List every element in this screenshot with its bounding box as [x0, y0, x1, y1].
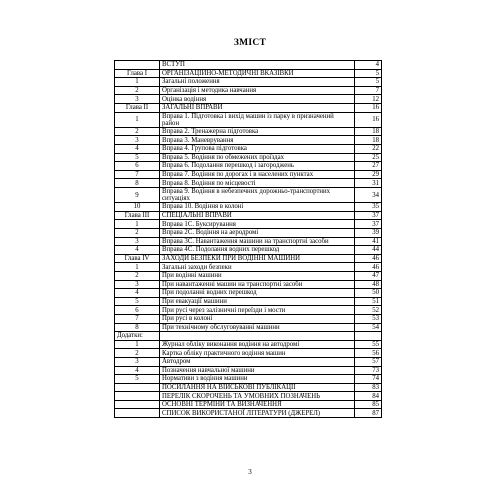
toc-page-number: 18: [355, 136, 382, 145]
toc-row: [115, 400, 382, 409]
toc-row: [115, 332, 382, 341]
toc-page-number: 53: [355, 314, 382, 323]
toc-section-number: [115, 392, 160, 401]
toc-entry-title: Загальні положення: [160, 78, 355, 87]
toc-section-number: 3: [115, 237, 160, 246]
toc-row: [115, 153, 382, 162]
toc-row: [115, 366, 382, 375]
toc-section-number: [115, 61, 160, 70]
toc-row: [115, 136, 382, 145]
toc-page-number: 41: [355, 237, 382, 246]
toc-page-number: 7: [355, 86, 382, 95]
toc-page-number: 51: [355, 297, 382, 306]
toc-row: [115, 69, 382, 78]
toc-section-number: 1: [115, 220, 160, 229]
toc-page-number: 46: [355, 254, 382, 263]
toc-section-number: 5: [115, 375, 160, 384]
toc-entry-title: Журнал обліку виконання водіння на автодромі: [160, 340, 355, 349]
toc-page-number: 44: [355, 246, 382, 255]
toc-page-number: 85: [355, 400, 382, 409]
toc-row: [115, 103, 382, 112]
toc-section-number: 3: [115, 280, 160, 289]
toc-page-number: 56: [355, 349, 382, 358]
toc-entry-title: При евакуації машини: [160, 297, 355, 306]
toc-page-number: 12: [355, 95, 382, 104]
toc-row: [115, 383, 382, 392]
toc-section-number: 9: [115, 187, 160, 202]
toc-section-number: 5: [115, 297, 160, 306]
toc-row: [115, 187, 382, 202]
toc-row: [115, 306, 382, 315]
toc-entry-title: Вправа 1С. Буксирування: [160, 220, 355, 229]
toc-entry-title: Загальні заходи безпеки: [160, 263, 355, 272]
toc-row: [115, 145, 382, 154]
toc-section-number: 1: [115, 78, 160, 87]
toc-entry-title: При технічному обслуговуванні машини: [160, 323, 355, 332]
toc-page-number: 46: [355, 263, 382, 272]
toc-page-number: [355, 332, 382, 341]
toc-entry-title: Вправа 8. Водіння по місцевості: [160, 179, 355, 188]
toc-section-number: 3: [115, 136, 160, 145]
toc-page-number: 31: [355, 179, 382, 188]
toc-row: [115, 254, 382, 263]
toc-entry-title: При русі через залізничні переїзди і мости: [160, 306, 355, 315]
toc-section-number: 1: [115, 263, 160, 272]
toc-entry-title: ОРГАНІЗАЦІЙНО-МЕТОДИЧНІ ВКАЗІВКИ: [160, 69, 355, 78]
toc-row: [115, 271, 382, 280]
toc-section-number: 4: [115, 145, 160, 154]
toc-row: [115, 357, 382, 366]
toc-section-number: Глава IV: [115, 254, 160, 263]
toc-section-number: 4: [115, 289, 160, 298]
toc-section-number: [115, 400, 160, 409]
toc-row: [115, 409, 382, 418]
toc-page-number: 29: [355, 170, 382, 179]
toc-page-number: 83: [355, 383, 382, 392]
toc-section-number: 6: [115, 306, 160, 315]
toc-row: [115, 375, 382, 384]
toc-page-number: 34: [355, 187, 382, 202]
toc-page-number: 87: [355, 409, 382, 418]
toc-row: [115, 297, 382, 306]
toc-row: [115, 61, 382, 70]
toc-row: [115, 127, 382, 136]
toc-row: [115, 280, 382, 289]
toc-section-number: 8: [115, 179, 160, 188]
toc-page-number: 74: [355, 375, 382, 384]
toc-row: [115, 112, 382, 127]
toc-page-number: 27: [355, 162, 382, 171]
toc-page-number: 73: [355, 366, 382, 375]
toc-entry-title: Вправа 3. Маневрування: [160, 136, 355, 145]
toc-entry-title: Вправа 7. Водіння по дорогах і в населених пунктах: [160, 170, 355, 179]
toc-section-number: 2: [115, 127, 160, 136]
toc-page-number: 5: [355, 69, 382, 78]
toc-entry-title: Вправа 4С. Подолання водних перешкод: [160, 246, 355, 255]
toc-row: [115, 237, 382, 246]
toc-row: [115, 263, 382, 272]
toc-section-number: 4: [115, 246, 160, 255]
toc-entry-title: Вправа 10. Водіння в колоні: [160, 203, 355, 212]
toc-row: [115, 95, 382, 104]
toc-page-number: 52: [355, 306, 382, 315]
toc-page-number: 48: [355, 280, 382, 289]
toc-section-number: 4: [115, 366, 160, 375]
toc-entry-title: Оцінка водіння: [160, 95, 355, 104]
toc-page-number: 84: [355, 392, 382, 401]
toc-row: [115, 203, 382, 212]
toc-entry-title: При навантаженні машин на транспортні засоби: [160, 280, 355, 289]
toc-section-number: 6: [115, 162, 160, 171]
toc-section-number: [115, 383, 160, 392]
toc-section-number: 2: [115, 229, 160, 238]
toc-page-number: 18: [355, 127, 382, 136]
toc-row: [115, 179, 382, 188]
toc-row: [115, 349, 382, 358]
toc-section-number: 5: [115, 153, 160, 162]
toc-section-number: Глава ІІ: [115, 103, 160, 112]
toc-page-number: 47: [355, 271, 382, 280]
toc-row: [115, 323, 382, 332]
toc-entry-title: Організація і методика навчання: [160, 86, 355, 95]
toc-section-number: 3: [115, 95, 160, 104]
toc-section-number: 1: [115, 340, 160, 349]
toc-entry-title: Вправа 2. Тренажерна підготовка: [160, 127, 355, 136]
toc-section-number: 1: [115, 112, 160, 127]
toc-page-number: 54: [355, 323, 382, 332]
page-number: 3: [248, 468, 252, 476]
toc-page-number: 37: [355, 220, 382, 229]
toc-row: [115, 246, 382, 255]
toc-section-number: 3: [115, 357, 160, 366]
toc-entry-title: ВСТУП: [160, 61, 355, 70]
toc-page-number: 5: [355, 78, 382, 87]
table-of-contents: [114, 60, 382, 418]
toc-entry-title: Вправа 2С. Водіння на аеродромі: [160, 229, 355, 238]
toc-section-number: 7: [115, 314, 160, 323]
toc-row: [115, 392, 382, 401]
toc-page-number: 16: [355, 112, 382, 127]
toc-section-number: Глава ІІІ: [115, 211, 160, 220]
toc-section-number: 2: [115, 349, 160, 358]
toc-row: [115, 162, 382, 171]
toc-entry-title: СПЕЦІАЛЬНІ ВПРАВИ: [160, 211, 355, 220]
toc-entry-title: Вправа 3С. Навантаження машини на транспортні засоби: [160, 237, 355, 246]
toc-entry-title: Автодром: [160, 357, 355, 366]
toc-page-number: 37: [355, 211, 382, 220]
toc-section-number: 10: [115, 203, 160, 212]
toc-row: [115, 289, 382, 298]
toc-row: [115, 340, 382, 349]
toc-entry-title: [160, 332, 355, 341]
toc-entry-title: При русі в колоні: [160, 314, 355, 323]
toc-entry-title: Вправа 5. Водіння по обмежених проїздах: [160, 153, 355, 162]
toc-page-number: 50: [355, 289, 382, 298]
toc-section-number: [115, 409, 160, 418]
toc-page-number: 55: [355, 340, 382, 349]
toc-row: [115, 78, 382, 87]
toc-row: [115, 314, 382, 323]
toc-entry-title: Вправа 6. Подолання перешкод і загороджень: [160, 162, 355, 171]
toc-entry-title: ОСНОВНІ ТЕРМІНИ ТА ВИЗНАЧЕННЯ: [160, 400, 355, 409]
toc-page-number: 4: [355, 61, 382, 70]
toc-section-number: 2: [115, 271, 160, 280]
toc-entry-title: ЗАГАЛЬНІ ВПРАВИ: [160, 103, 355, 112]
toc-entry-title: При водінні машини: [160, 271, 355, 280]
toc-entry-title: ПЕРЕЛІК СКОРОЧЕНЬ ТА УМОВНИХ ПОЗНАЧЕНЬ: [160, 392, 355, 401]
toc-section-number: 2: [115, 86, 160, 95]
toc-entry-title: Позначення навчальної машини: [160, 366, 355, 375]
toc-entry-title: ПОСИЛАННЯ НА ВІЙСЬКОВІ ПУБЛІКАЦІЇ: [160, 383, 355, 392]
toc-entry-title: СПИСОК ВИКОРИСТАНОЇ ЛІТЕРАТУРИ (ДЖЕРЕЛ): [160, 409, 355, 418]
toc-page-number: 16: [355, 103, 382, 112]
toc-page-number: 57: [355, 357, 382, 366]
toc-page-number: 22: [355, 145, 382, 154]
toc-entry-title: Нормативи з водіння машини: [160, 375, 355, 384]
toc-entry-title: При подоланні водних перешкод: [160, 289, 355, 298]
toc-section-number: 7: [115, 170, 160, 179]
toc-page-number: 39: [355, 229, 382, 238]
toc-entry-title: ЗАХОДИ БЕЗПЕКИ ПРИ ВОДІННІ МАШИНИ: [160, 254, 355, 263]
toc-row: [115, 170, 382, 179]
toc-body: [115, 61, 382, 418]
toc-row: [115, 211, 382, 220]
toc-entry-title: Вправа 4. Групова підготовка: [160, 145, 355, 154]
toc-row: [115, 229, 382, 238]
page-title: ЗМІСТ: [233, 38, 267, 48]
toc-page-number: 25: [355, 153, 382, 162]
toc-entry-title: Вправа 1. Підготовка і вихід машин із парку в призначений район: [160, 112, 355, 127]
toc-row: [115, 86, 382, 95]
toc-section-number: Додатки:: [115, 332, 160, 341]
toc-row: [115, 220, 382, 229]
toc-section-number: Глава І: [115, 69, 160, 78]
toc-entry-title: Картка обліку практичного водіння машин: [160, 349, 355, 358]
toc-entry-title: Вправа 9. Водіння в небезпечних дорожньо-транспортних ситуаціях: [160, 187, 355, 202]
toc-section-number: 8: [115, 323, 160, 332]
toc-page-number: 35: [355, 203, 382, 212]
